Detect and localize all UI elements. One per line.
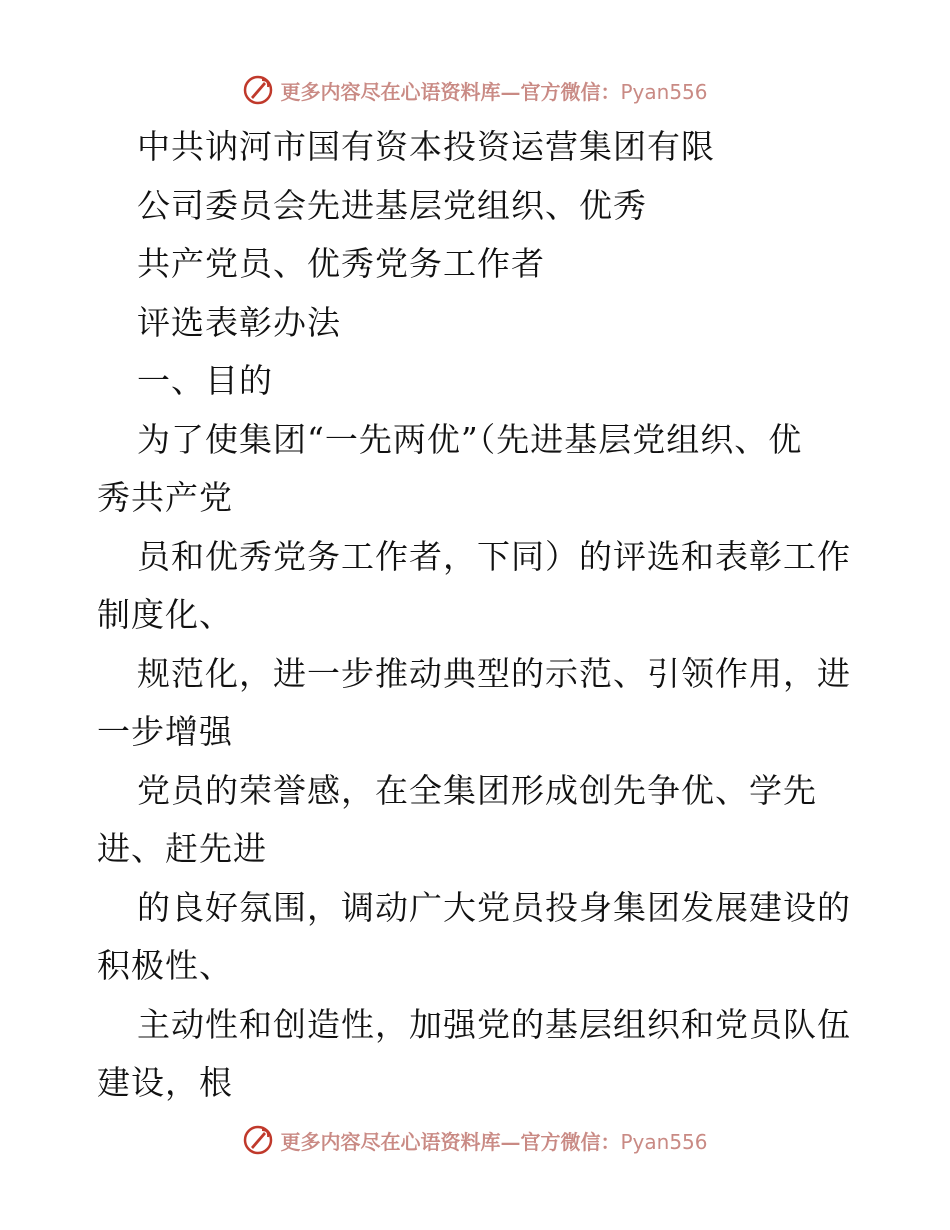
- quill-logo-icon: [242, 74, 274, 106]
- header-watermark: [0, 70, 950, 110]
- text-line: 主动性和创造性，加强党的基层组织和党员队伍: [137, 1004, 851, 1044]
- text-line: 评选表彰办法: [137, 302, 341, 342]
- footer-watermark: [0, 1120, 950, 1160]
- text-line: 规范化，进一步推动典型的示范、引领作用，进: [137, 653, 851, 693]
- text-line: 一步增强: [97, 712, 233, 751]
- document-body: [97, 118, 857, 1113]
- text-line: 进、赶先进: [97, 829, 267, 868]
- watermark-text: 更多内容尽在心语资料库—官方微信：Pyan556: [280, 1129, 708, 1154]
- text-line: 建设，根: [97, 1063, 233, 1102]
- text-line: 一、目的: [137, 361, 273, 400]
- text-line: 中共讷河市国有资本投资运营集团有限: [137, 127, 715, 166]
- text-line: 公司委员会先进基层党组织、优秀: [137, 185, 647, 225]
- text-line: 制度化、: [97, 595, 233, 634]
- text-line: 积极性、: [97, 946, 233, 985]
- text-line: 秀共产党: [97, 478, 233, 517]
- text-line: 为了使集团“一先两优”（先进基层党组织、优: [137, 419, 803, 459]
- watermark-text: 更多内容尽在心语资料库—官方微信：Pyan556: [280, 79, 708, 104]
- quill-logo-icon: [242, 1124, 274, 1156]
- text-line: 的良好氛围，调动广大党员投身集团发展建设的: [137, 887, 851, 927]
- text-line: 共产党员、优秀党务工作者: [137, 244, 545, 283]
- text-line: 党员的荣誉感，在全集团形成创先争优、学先: [137, 770, 817, 810]
- text-line: 员和优秀党务工作者，下同）的评选和表彰工作: [137, 536, 851, 576]
